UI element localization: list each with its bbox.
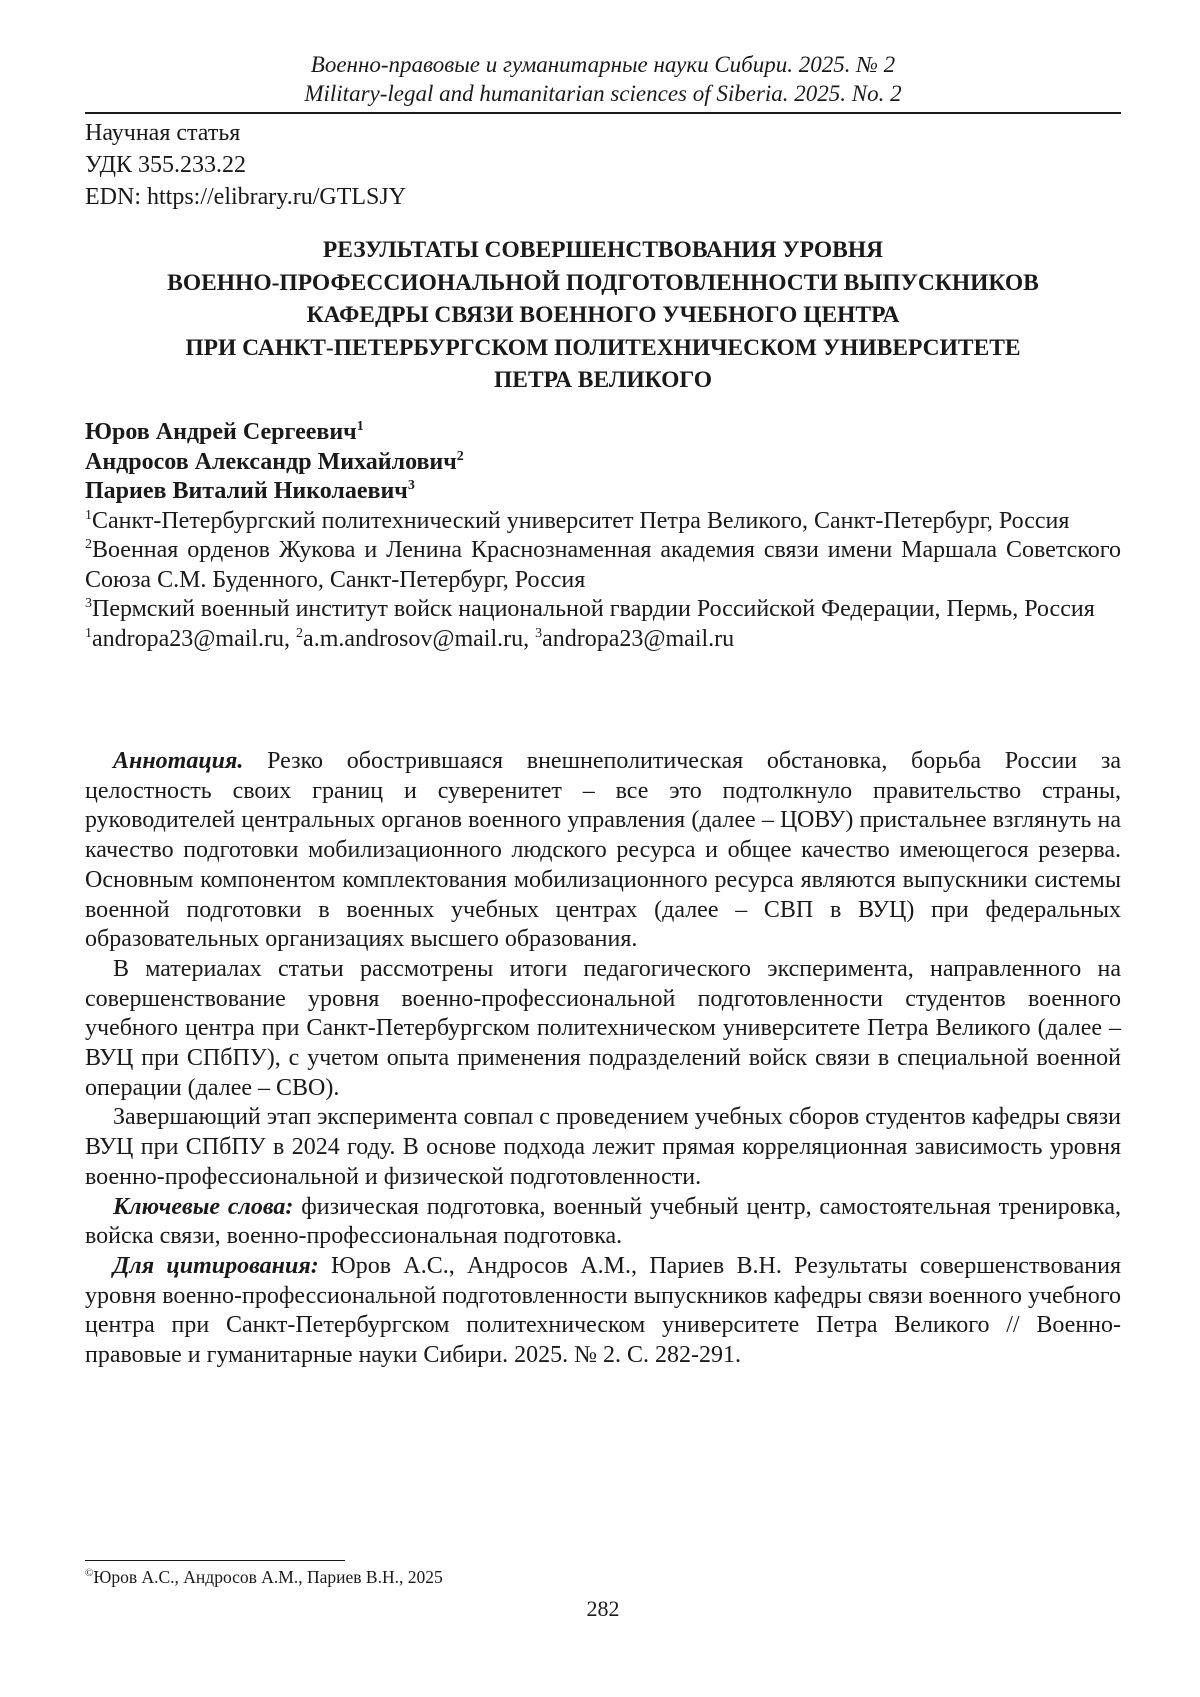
title-line: ПЕТРА ВЕЛИКОГО	[493, 367, 713, 393]
author-affiliation-mark: 3	[407, 478, 415, 493]
email-link[interactable]: andropa23@mail.ru	[542, 625, 735, 652]
edn-link[interactable]: EDN: https://elibrary.ru/GTLSJY	[85, 184, 407, 210]
citation-label: Для цитирования:	[113, 1252, 319, 1279]
affiliation-mark: 1	[85, 507, 92, 523]
author-emails	[85, 625, 1121, 655]
affiliation-1	[85, 507, 1121, 537]
title-line: ПРИ САНКТ-ПЕТЕРБУРГСКОМ ПОЛИТЕХНИЧЕСКОМ УНИВЕРСИТЕТЕ	[185, 334, 1021, 361]
affiliation-text: Санкт-Петербургский политехнический университет Петра Великого, Санкт-Петербург, Россия	[92, 507, 1070, 534]
article-meta	[85, 117, 1121, 213]
title-line: ВОЕННО-ПРОФЕССИОНАЛЬНОЙ ПОДГОТОВЛЕННОСТИ ВЫПУСКНИКОВ	[167, 269, 1039, 296]
author-name: Париев Виталий Николаевич	[85, 478, 408, 504]
page-number: 282	[586, 1596, 620, 1621]
keywords-label: Ключевые слова:	[113, 1193, 294, 1220]
email-link[interactable]: andropa23@mail.ru,	[92, 625, 297, 652]
running-header	[85, 50, 1121, 108]
authors-block	[85, 418, 1121, 654]
copyright-footnote	[85, 1566, 443, 1588]
abstract-paragraph-2: В материалах статьи рассмотрены итоги педагогического эксперимента, направленного на совершенствование уровня военно-профессиональной подготовленности студентов военного учебного центра при Санкт-Петербургском политехническом университете Петра Великого (далее – ВУЦ при СПбПУ), с учетом опыта применения подразделений войск связи в специальной военной операции (далее – СВО).	[85, 955, 1121, 1101]
journal-title-en: Military-legal and humanitarian sciences of Siberia. 2025. No. 2	[304, 81, 902, 106]
header-rule	[85, 112, 1121, 114]
abstract-text: Резко обострившаяся внешнеполитическая обстановка, борьба России за целостность своих границ и суверенитет – все это подтолкнуло правительство страны, руководителей центральных органов военного управления (далее – ЦОВУ) пристальнее взглянуть на качество подготовки мобилизационного людского ресурса и общее качество имеющегося резерва. Основным компонентом комплектования мобилизационного ресурса являются выпускники системы военной подготовки в военных учебных центрах (далее – СВП в ВУЦ) при федеральных образовательных организациях высшего образования.	[85, 748, 1121, 953]
affiliation-2	[85, 536, 1121, 595]
abstract-section	[85, 747, 1121, 1371]
email-mark: 2	[296, 625, 304, 641]
copyright-text: Юров А.С., Андросов А.М., Париев В.Н., 2025	[93, 1567, 443, 1587]
email-mark: 3	[535, 625, 543, 641]
author-3	[85, 477, 1121, 507]
footnote-rule	[85, 1560, 345, 1561]
affiliation-3	[85, 595, 1121, 625]
author-2	[85, 448, 1121, 478]
affiliation-mark: 2	[85, 537, 92, 552]
journal-title-ru: Военно-правовые и гуманитарные науки Сибири. 2025. № 2	[310, 52, 896, 77]
email-mark: 1	[85, 625, 92, 641]
article-title	[85, 234, 1121, 397]
title-line: РЕЗУЛЬТАТЫ СОВЕРШЕНСТВОВАНИЯ УРОВНЯ	[322, 237, 884, 263]
keywords-paragraph	[85, 1193, 1121, 1252]
citation-paragraph	[85, 1252, 1121, 1371]
author-affiliation-mark: 2	[456, 448, 464, 464]
abstract-paragraph-3: Завершающий этап эксперимента совпал с проведением учебных сборов студентов кафедры связи ВУЦ при СПбПУ в 2024 году. В основе подхода лежит прямая корреляционная зависимость уровня военно-профессиональной и физической подготовленности.	[85, 1104, 1121, 1190]
title-line: КАФЕДРЫ СВЯЗИ ВОЕННОГО УЧЕБНОГО ЦЕНТРА	[306, 302, 900, 328]
abstract-paragraph	[85, 747, 1121, 955]
author-name: Андросов Александр Михайлович	[85, 448, 457, 475]
affiliation-text: Военная орденов Жукова и Ленина Краснознаменная академия связи имени Маршала Советского Союза С.М. Буденного, Санкт-Петербург, Россия	[85, 537, 1121, 593]
copyright-symbol: ©	[85, 1567, 94, 1580]
author-affiliation-mark: 1	[356, 419, 364, 434]
udk-code: УДК 355.233.22	[85, 152, 246, 178]
article-type: Научная статья	[85, 120, 241, 146]
email-link[interactable]: a.m.androsov@mail.ru,	[303, 625, 536, 652]
affiliation-mark: 3	[85, 596, 92, 611]
keywords-text: физическая подготовка, военный учебный центр, самостоятельная тренировка, войска связи, военно-профессиональная подготовка.	[85, 1193, 1122, 1250]
affiliation-text: Пермский военный институт войск национальной гвардии Российской Федерации, Пермь, Россия	[92, 596, 1095, 622]
author-name: Юров Андрей Сергеевич	[85, 419, 357, 445]
abstract-label: Аннотация.	[113, 748, 244, 774]
citation-text: Юров А.С., Андросов А.М., Париев В.Н. Результаты совершенствования уровня военно-профессиональной подготовленности выпускников кафедры связи военного учебного центра при Санкт-Петербургском политехническом университете Петра Великого // Военно-правовые и гуманитарные науки Сибири. 2025. № 2. С. 282-291.	[85, 1252, 1121, 1369]
author-1	[85, 418, 1121, 448]
